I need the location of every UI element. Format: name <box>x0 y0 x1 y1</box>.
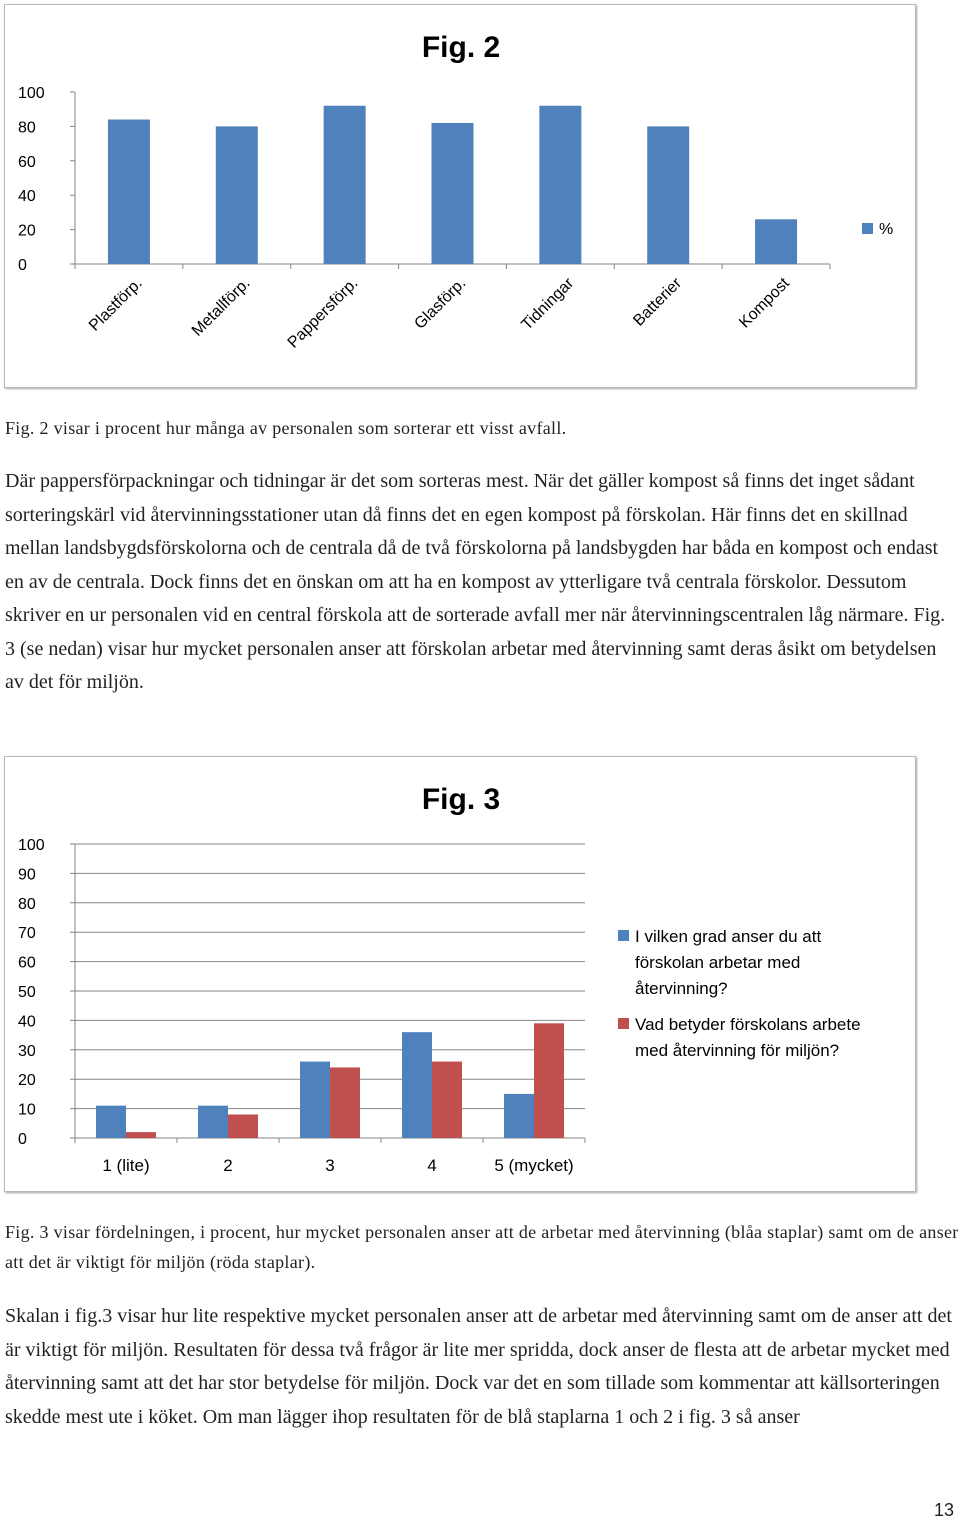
body-paragraph-1: Där pappersförpackningar och tidningar är det som sorteras mest. När det gäller kompost så finns det inget sådant sorteringskärl vid återvinningsstationer utan då finns det en egen kompost på förskolan. Här finns det en skillnad mellan landsbygdsförskolorna och de centrala då de två förskolorna på landsbygden har båda en kompost och endast en av de centrala. Dock finns det en önskan om att ha en kompost av ytterligare två centrala förskolor. Dessutom skriver en ur personalen vid en central förskola att de sorterade avfall mer när återvinningscentralen låg närmare. Fig. 3 (se nedan) visar hur mycket personalen anser att förskolan arbetar med återvinning samt deras åsikt om betydelsen av det för miljön. <box>5 470 946 693</box>
body-paragraph-2: Skalan i fig.3 visar hur lite respektive mycket personalen anser att de arbetar med återvinning samt om de anser att det är viktigt för miljön. Resultaten för dessa två frågor är lite mer spridda, dock anser de flesta att de arbetar mycket med återvinning samt att det har stor betydelse för miljön. Dock var det en som tillade som kommentar att källsorteringen skedde mest ute i köket. Om man lägger ihop resultaten för de blå staplarna 1 och 2 i fig. 3 så anser <box>5 1305 952 1428</box>
fig3-category-label: 1 (lite) <box>102 1156 150 1175</box>
fig2-bar <box>647 126 689 264</box>
fig3-bar-series-1 <box>198 1106 228 1138</box>
fig3-bar-series-1 <box>504 1094 534 1138</box>
fig3-legend-line: Vad betyder förskolans arbete <box>635 1015 861 1034</box>
fig2-bar <box>539 106 581 264</box>
fig3-category-label: 5 (mycket) <box>494 1156 574 1175</box>
fig3-legend-line: återvinning? <box>635 979 728 998</box>
fig3-bar-series-2 <box>330 1067 360 1138</box>
fig3-legend-line: förskolan arbetar med <box>635 953 801 972</box>
fig2-chart-svg <box>5 5 915 387</box>
fig3-y-tick-label: 60 <box>18 954 36 972</box>
fig3-y-tick-label: 30 <box>18 1042 36 1060</box>
fig3-y-tick-label: 90 <box>18 866 36 884</box>
fig3-bar-series-2 <box>534 1023 564 1138</box>
fig2-category-label: Kompost <box>736 274 793 332</box>
fig2-category-label: Pappersförp. <box>284 274 362 352</box>
fig2-bar <box>755 219 797 264</box>
fig2-category-label: Glasförp. <box>411 274 470 333</box>
fig3-bar-series-2 <box>228 1114 258 1138</box>
fig3-y-tick-label: 40 <box>18 1013 36 1031</box>
fig3-bar-series-1 <box>402 1032 432 1138</box>
fig3-category-label: 4 <box>427 1156 437 1175</box>
fig3-y-tick-label: 50 <box>18 984 36 1001</box>
fig3-legend-label-1 <box>635 927 821 998</box>
fig3-y-tick-label: 20 <box>18 1072 36 1090</box>
fig2-caption: Fig. 2 visar i procent hur många av personalen som sorterar ett visst avfall. <box>5 418 567 438</box>
fig2-y-tick-label: 40 <box>18 188 36 206</box>
fig3-bar-series-2 <box>432 1062 462 1138</box>
fig2-legend-swatch <box>862 223 873 234</box>
fig2-bar <box>324 106 366 264</box>
fig2-title: Fig. 2 <box>421 31 501 64</box>
fig3-chart-svg <box>5 757 915 1191</box>
fig3-bar-series-2 <box>126 1132 156 1138</box>
fig3-category-label: 3 <box>325 1156 335 1175</box>
fig3-y-tick-label: 70 <box>18 925 36 943</box>
fig3-legend-swatch-2 <box>618 1018 629 1029</box>
fig2-chart <box>4 4 916 388</box>
fig3-title: Fig. 3 <box>421 783 501 816</box>
fig2-y-tick-label: 0 <box>18 257 27 274</box>
fig2-category-label: Batterier <box>630 274 686 330</box>
fig3-legend-line: med återvinning för miljön? <box>635 1041 840 1060</box>
fig2-bar <box>108 120 150 264</box>
fig2-y-tick-label: 60 <box>18 153 36 171</box>
fig2-category-label: Tidningar <box>518 274 578 334</box>
fig3-legend-swatch-1 <box>618 930 629 941</box>
fig3-y-tick-label: 80 <box>18 895 36 913</box>
fig2-y-tick-label: 100 <box>18 85 45 102</box>
fig3-y-tick-label: 0 <box>18 1131 27 1148</box>
fig3-caption: Fig. 3 visar fördelningen, i procent, hur mycket personalen anser att de arbetar med återvinning (blåa staplar) samt om de anser att det är viktigt för miljön (röda staplar). <box>5 1222 959 1272</box>
fig2-legend-label: % <box>879 221 894 238</box>
fig2-bar <box>216 126 258 264</box>
fig2-y-tick-label: 20 <box>18 222 36 240</box>
fig3-y-tick-label: 10 <box>18 1101 36 1119</box>
fig3-chart <box>4 756 916 1192</box>
fig2-bar <box>432 123 474 264</box>
fig3-bar-series-1 <box>96 1106 126 1138</box>
fig2-category-label: Metallförp. <box>188 274 254 340</box>
fig3-legend-line: I vilken grad anser du att <box>635 927 822 946</box>
page-number: 13 <box>933 1500 954 1520</box>
fig3-bar-series-1 <box>300 1062 330 1138</box>
fig3-y-tick-label: 100 <box>18 837 45 854</box>
fig2-y-tick-label: 80 <box>18 119 36 137</box>
fig3-category-label: 2 <box>223 1156 233 1175</box>
fig3-legend-label-2 <box>635 1015 861 1060</box>
fig2-category-label: Plastförp. <box>85 274 146 335</box>
